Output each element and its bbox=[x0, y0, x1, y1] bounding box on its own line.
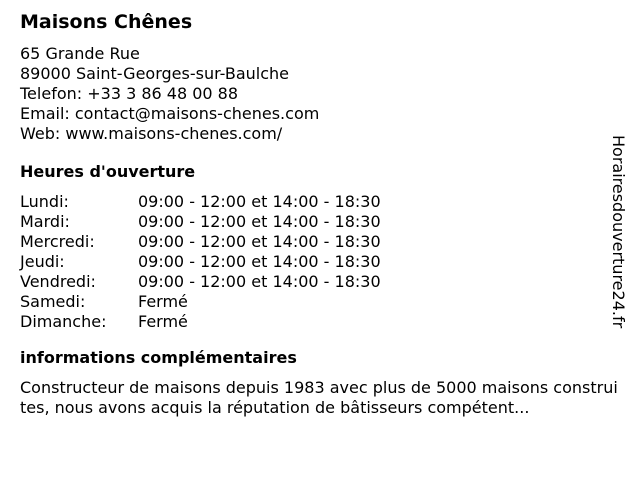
day-label: Samedi: bbox=[20, 292, 86, 311]
hours-row-wednesday bbox=[20, 232, 620, 252]
day-hours: 09:00 - 12:00 et 14:00 - 18:30 bbox=[138, 192, 381, 211]
additional-info-heading: informations complémentaires bbox=[20, 348, 297, 367]
opening-hours-table bbox=[20, 192, 620, 332]
web-line: Web: www.maisons-chenes.com/ bbox=[20, 124, 283, 143]
day-label: Dimanche: bbox=[20, 312, 107, 331]
street-address: 65 Grande Rue bbox=[20, 44, 140, 63]
day-label: Vendredi: bbox=[20, 272, 96, 291]
opening-hours-heading: Heures d'ouverture bbox=[20, 162, 196, 181]
business-card bbox=[20, 10, 620, 418]
hours-row-thursday bbox=[20, 252, 620, 272]
day-hours: 09:00 - 12:00 et 14:00 - 18:30 bbox=[138, 252, 381, 271]
hours-row-monday bbox=[20, 192, 620, 212]
day-label: Lundi: bbox=[20, 192, 69, 211]
day-hours: 09:00 - 12:00 et 14:00 - 18:30 bbox=[138, 272, 381, 291]
day-hours: Fermé bbox=[138, 312, 188, 331]
hours-row-friday bbox=[20, 272, 620, 292]
day-hours: 09:00 - 12:00 et 14:00 - 18:30 bbox=[138, 212, 381, 231]
day-hours: Fermé bbox=[138, 292, 188, 311]
day-label: Mercredi: bbox=[20, 232, 95, 251]
phone-line: Telefon: +33 3 86 48 00 88 bbox=[20, 84, 239, 103]
business-name: Maisons Chênes bbox=[20, 11, 193, 33]
hours-row-sunday bbox=[20, 312, 620, 332]
hours-row-tuesday bbox=[20, 212, 620, 232]
hours-row-saturday bbox=[20, 292, 620, 312]
day-label: Mardi: bbox=[20, 212, 70, 231]
contact-block bbox=[20, 44, 620, 144]
email-line: Email: contact@maisons-chenes.com bbox=[20, 104, 320, 123]
city-address: 89000 Saint-Georges-sur-Baulche bbox=[20, 64, 289, 83]
day-label: Jeudi: bbox=[20, 252, 65, 271]
day-hours: 09:00 - 12:00 et 14:00 - 18:30 bbox=[138, 232, 381, 251]
site-brand-vertical: Horairesdouverture24.fr bbox=[609, 135, 628, 329]
business-description: Constructeur de maisons depuis 1983 avec plus de 5000 maisons construites, nous avons acquis la réputation de bâtisseurs compétent... bbox=[20, 378, 618, 417]
